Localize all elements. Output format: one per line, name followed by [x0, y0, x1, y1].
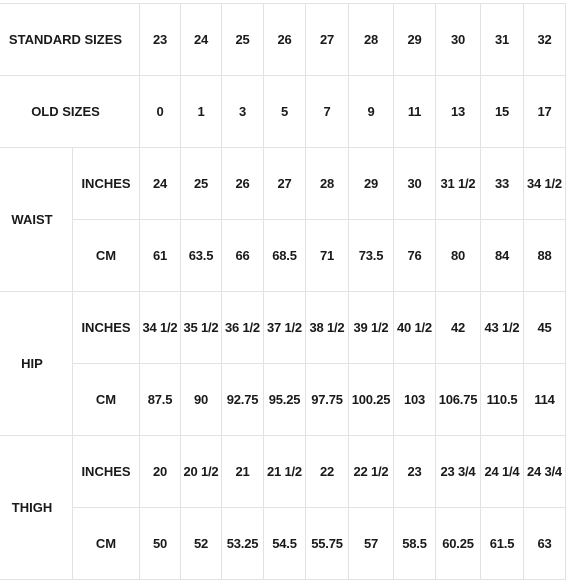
unit-label: CM: [73, 508, 140, 580]
measurement-cell: 22 1/2: [349, 436, 394, 508]
measurement-cell: 24 1/4: [481, 436, 524, 508]
size-cell: 11: [394, 76, 436, 148]
measurement-cell: 90: [181, 364, 222, 436]
waist-cm-row: [0, 220, 566, 292]
measurement-cell: 54.5: [264, 508, 306, 580]
size-cell: 27: [306, 4, 349, 76]
size-cell: 31: [481, 4, 524, 76]
measurement-cell: 34 1/2: [524, 148, 566, 220]
size-cell: 15: [481, 76, 524, 148]
unit-label: INCHES: [73, 292, 140, 364]
measurement-cell: 25: [181, 148, 222, 220]
measurement-cell: 27: [264, 148, 306, 220]
measurement-cell: 39 1/2: [349, 292, 394, 364]
measurement-cell: 55.75: [306, 508, 349, 580]
measurement-cell: 92.75: [222, 364, 264, 436]
measurement-cell: 76: [394, 220, 436, 292]
row-label: STANDARD SIZES: [0, 4, 140, 76]
size-cell: 28: [349, 4, 394, 76]
measurement-cell: 57: [349, 508, 394, 580]
measurement-cell: 50: [140, 508, 181, 580]
measurement-cell: 87.5: [140, 364, 181, 436]
measurement-cell: 35 1/2: [181, 292, 222, 364]
measurement-cell: 29: [349, 148, 394, 220]
measurement-cell: 60.25: [436, 508, 481, 580]
size-cell: 9: [349, 76, 394, 148]
size-cell: 0: [140, 76, 181, 148]
size-cell: 13: [436, 76, 481, 148]
thigh-cm-row: [0, 508, 566, 580]
measurement-cell: 34 1/2: [140, 292, 181, 364]
measurement-cell: 97.75: [306, 364, 349, 436]
measurement-cell: 110.5: [481, 364, 524, 436]
measurement-cell: 43 1/2: [481, 292, 524, 364]
unit-label: INCHES: [73, 436, 140, 508]
group-label-thigh: THIGH: [0, 436, 73, 580]
measurement-cell: 88: [524, 220, 566, 292]
measurement-cell: 37 1/2: [264, 292, 306, 364]
waist-inches-row: [0, 148, 566, 220]
measurement-cell: 71: [306, 220, 349, 292]
measurement-cell: 23: [394, 436, 436, 508]
unit-label: INCHES: [73, 148, 140, 220]
row-label: OLD SIZES: [0, 76, 140, 148]
measurement-cell: 22: [306, 436, 349, 508]
size-cell: 3: [222, 76, 264, 148]
measurement-cell: 84: [481, 220, 524, 292]
measurement-cell: 26: [222, 148, 264, 220]
measurement-cell: 103: [394, 364, 436, 436]
old-sizes-row: [0, 76, 566, 148]
size-cell: 29: [394, 4, 436, 76]
measurement-cell: 21 1/2: [264, 436, 306, 508]
size-cell: 30: [436, 4, 481, 76]
measurement-cell: 80: [436, 220, 481, 292]
measurement-cell: 114: [524, 364, 566, 436]
measurement-cell: 31 1/2: [436, 148, 481, 220]
unit-label: CM: [73, 220, 140, 292]
measurement-cell: 53.25: [222, 508, 264, 580]
hip-inches-row: [0, 292, 566, 364]
measurement-cell: 36 1/2: [222, 292, 264, 364]
size-cell: 23: [140, 4, 181, 76]
hip-cm-row: [0, 364, 566, 436]
measurement-cell: 24: [140, 148, 181, 220]
measurement-cell: 73.5: [349, 220, 394, 292]
measurement-cell: 21: [222, 436, 264, 508]
measurement-cell: 42: [436, 292, 481, 364]
size-chart-table: [0, 3, 566, 580]
size-cell: 26: [264, 4, 306, 76]
unit-label: CM: [73, 364, 140, 436]
measurement-cell: 28: [306, 148, 349, 220]
measurement-cell: 52: [181, 508, 222, 580]
measurement-cell: 95.25: [264, 364, 306, 436]
measurement-cell: 33: [481, 148, 524, 220]
thigh-inches-row: [0, 436, 566, 508]
measurement-cell: 30: [394, 148, 436, 220]
size-cell: 17: [524, 76, 566, 148]
measurement-cell: 23 3/4: [436, 436, 481, 508]
measurement-cell: 63: [524, 508, 566, 580]
size-cell: 5: [264, 76, 306, 148]
size-cell: 32: [524, 4, 566, 76]
measurement-cell: 66: [222, 220, 264, 292]
group-label-hip: HIP: [0, 292, 73, 436]
measurement-cell: 61.5: [481, 508, 524, 580]
group-label-waist: WAIST: [0, 148, 73, 292]
measurement-cell: 68.5: [264, 220, 306, 292]
size-cell: 7: [306, 76, 349, 148]
measurement-cell: 106.75: [436, 364, 481, 436]
measurement-cell: 45: [524, 292, 566, 364]
size-cell: 25: [222, 4, 264, 76]
measurement-cell: 20 1/2: [181, 436, 222, 508]
size-cell: 1: [181, 76, 222, 148]
measurement-cell: 20: [140, 436, 181, 508]
standard-sizes-row: [0, 4, 566, 76]
measurement-cell: 63.5: [181, 220, 222, 292]
size-cell: 24: [181, 4, 222, 76]
measurement-cell: 38 1/2: [306, 292, 349, 364]
measurement-cell: 100.25: [349, 364, 394, 436]
measurement-cell: 40 1/2: [394, 292, 436, 364]
measurement-cell: 58.5: [394, 508, 436, 580]
measurement-cell: 61: [140, 220, 181, 292]
measurement-cell: 24 3/4: [524, 436, 566, 508]
